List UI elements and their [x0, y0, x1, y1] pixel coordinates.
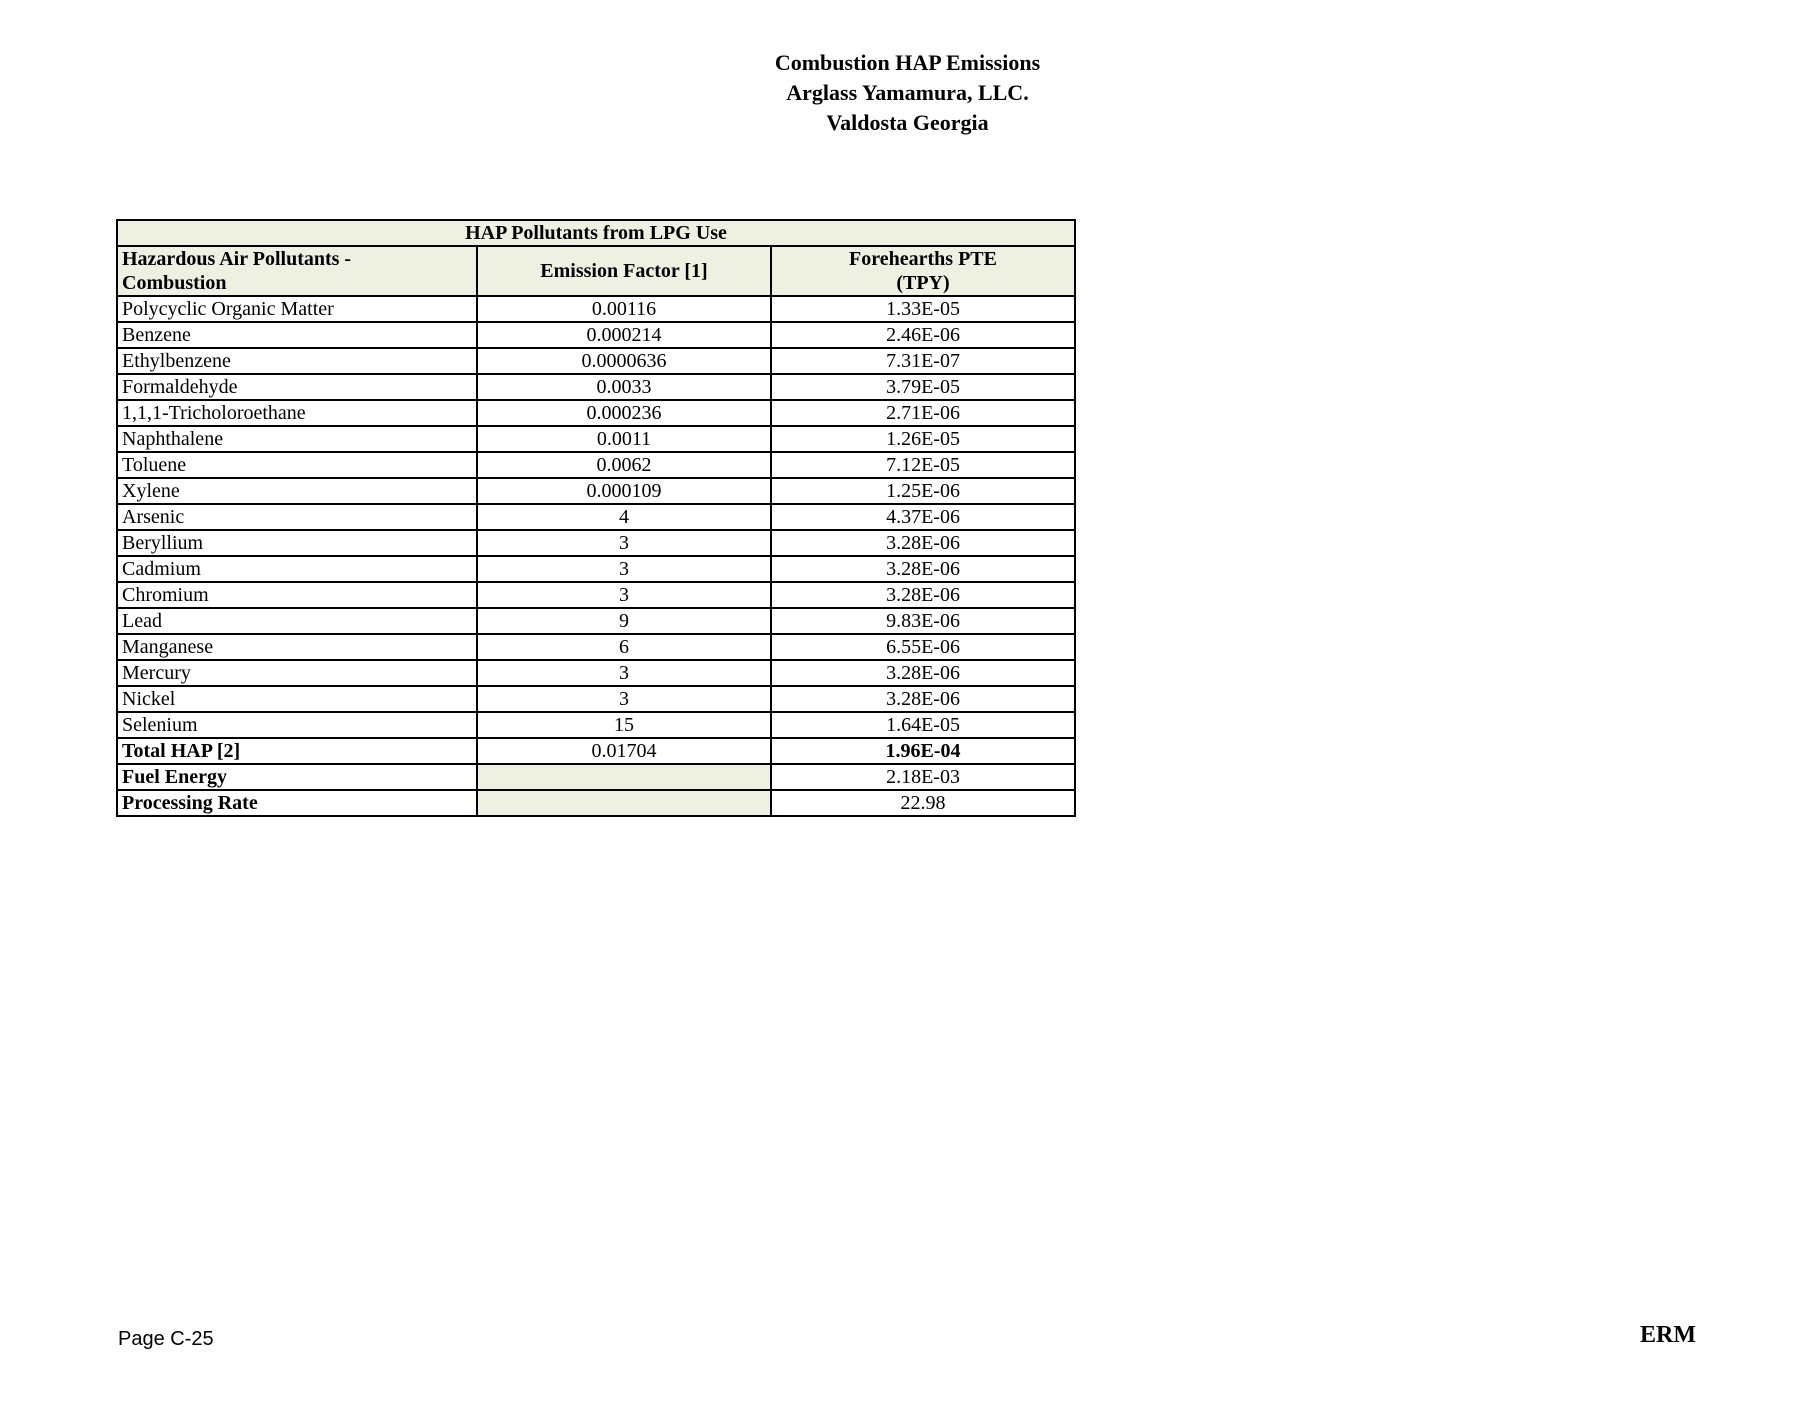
processing-rate-value: 22.98: [771, 790, 1075, 816]
pte-value: 3.28E-06: [771, 530, 1075, 556]
pte-value: 9.83E-06: [771, 608, 1075, 634]
pollutant-name: Selenium: [117, 712, 477, 738]
column-header-pollutant: [117, 246, 477, 296]
pte-value: 1.64E-05: [771, 712, 1075, 738]
fuel-energy-factor-blank: [477, 764, 771, 790]
table-row: [117, 712, 1075, 738]
table-row: [117, 608, 1075, 634]
page-number: Page C-25: [118, 1328, 214, 1350]
emission-factor-value: 9: [477, 608, 771, 634]
total-factor: 0.01704: [477, 738, 771, 764]
table-row: [117, 400, 1075, 426]
total-label: Total HAP [2]: [117, 738, 477, 764]
pollutant-name: Cadmium: [117, 556, 477, 582]
pte-value: 7.31E-07: [771, 348, 1075, 374]
emission-factor-value: 0.000109: [477, 478, 771, 504]
column-header-pollutant-line1: Hazardous Air Pollutants -: [122, 248, 352, 270]
pte-value: 2.46E-06: [771, 322, 1075, 348]
hap-table: [116, 219, 1076, 817]
table-row: [117, 556, 1075, 582]
header-location: Valdosta Georgia: [826, 110, 989, 135]
pte-value: 3.28E-06: [771, 582, 1075, 608]
processing-rate-factor-blank: [477, 790, 771, 816]
fuel-energy-value: 2.18E-03: [771, 764, 1075, 790]
pte-value: 4.37E-06: [771, 504, 1075, 530]
table-row: [117, 296, 1075, 322]
pte-value: 2.71E-06: [771, 400, 1075, 426]
pollutant-name: Formaldehyde: [117, 374, 477, 400]
table-title: HAP Pollutants from LPG Use: [117, 220, 1075, 246]
table-row: [117, 452, 1075, 478]
emission-factor-value: 6: [477, 634, 771, 660]
table-row: [117, 374, 1075, 400]
table-body: [117, 296, 1075, 738]
emission-factor-value: 4: [477, 504, 771, 530]
emission-factor-value: 3: [477, 660, 771, 686]
pte-value: 3.28E-06: [771, 556, 1075, 582]
pte-value: 1.25E-06: [771, 478, 1075, 504]
table-row: [117, 530, 1075, 556]
emission-factor-value: 0.000236: [477, 400, 771, 426]
emission-factor-value: 0.00116: [477, 296, 771, 322]
emission-factor-value: 3: [477, 686, 771, 712]
table-row: [117, 348, 1075, 374]
column-header-pte-line1: Forehearths PTE: [849, 248, 997, 270]
emission-factor-value: 3: [477, 582, 771, 608]
brand-logo: ERM: [1640, 1322, 1696, 1348]
table-row: [117, 426, 1075, 452]
pte-value: 1.33E-05: [771, 296, 1075, 322]
column-header-pte: [771, 246, 1075, 296]
pollutant-name: Ethylbenzene: [117, 348, 477, 374]
emission-factor-value: 0.0000636: [477, 348, 771, 374]
total-pte: 1.96E-04: [771, 738, 1075, 764]
pollutant-name: Arsenic: [117, 504, 477, 530]
pte-value: 6.55E-06: [771, 634, 1075, 660]
pollutant-name: Naphthalene: [117, 426, 477, 452]
pte-value: 3.28E-06: [771, 686, 1075, 712]
pollutant-name: Beryllium: [117, 530, 477, 556]
pollutant-name: Manganese: [117, 634, 477, 660]
processing-rate-row: [117, 790, 1075, 816]
pte-value: 3.28E-06: [771, 660, 1075, 686]
pollutant-name: Nickel: [117, 686, 477, 712]
table-row: [117, 504, 1075, 530]
pte-value: 3.79E-05: [771, 374, 1075, 400]
table-title-row: [117, 220, 1075, 246]
pollutant-name: Lead: [117, 608, 477, 634]
emission-factor-value: 0.0033: [477, 374, 771, 400]
emission-factor-value: 3: [477, 530, 771, 556]
table-row: [117, 634, 1075, 660]
page-header: [0, 48, 1815, 138]
emission-factor-value: 0.000214: [477, 322, 771, 348]
pollutant-name: 1,1,1-Tricholoroethane: [117, 400, 477, 426]
processing-rate-label: Processing Rate: [117, 790, 477, 816]
pollutant-name: Chromium: [117, 582, 477, 608]
table-header-row: [117, 246, 1075, 296]
emission-factor-value: 0.0062: [477, 452, 771, 478]
total-row: [117, 738, 1075, 764]
column-header-pollutant-line2: Combustion: [122, 272, 227, 294]
table-row: [117, 582, 1075, 608]
table-row: [117, 686, 1075, 712]
table-row: [117, 478, 1075, 504]
header-company: Arglass Yamamura, LLC.: [786, 80, 1029, 105]
fuel-energy-label: Fuel Energy: [117, 764, 477, 790]
pte-value: 1.26E-05: [771, 426, 1075, 452]
table-row: [117, 322, 1075, 348]
pollutant-name: Benzene: [117, 322, 477, 348]
fuel-energy-row: [117, 764, 1075, 790]
emission-factor-value: 3: [477, 556, 771, 582]
emission-factor-value: 15: [477, 712, 771, 738]
column-header-pte-line2: (TPY): [896, 272, 950, 294]
column-header-emission-factor: Emission Factor [1]: [477, 246, 771, 296]
pollutant-name: Mercury: [117, 660, 477, 686]
pollutant-name: Toluene: [117, 452, 477, 478]
pte-value: 7.12E-05: [771, 452, 1075, 478]
pollutant-name: Xylene: [117, 478, 477, 504]
header-title: Combustion HAP Emissions: [774, 50, 1041, 75]
emission-factor-value: 0.0011: [477, 426, 771, 452]
pollutant-name: Polycyclic Organic Matter: [117, 296, 477, 322]
table-row: [117, 660, 1075, 686]
